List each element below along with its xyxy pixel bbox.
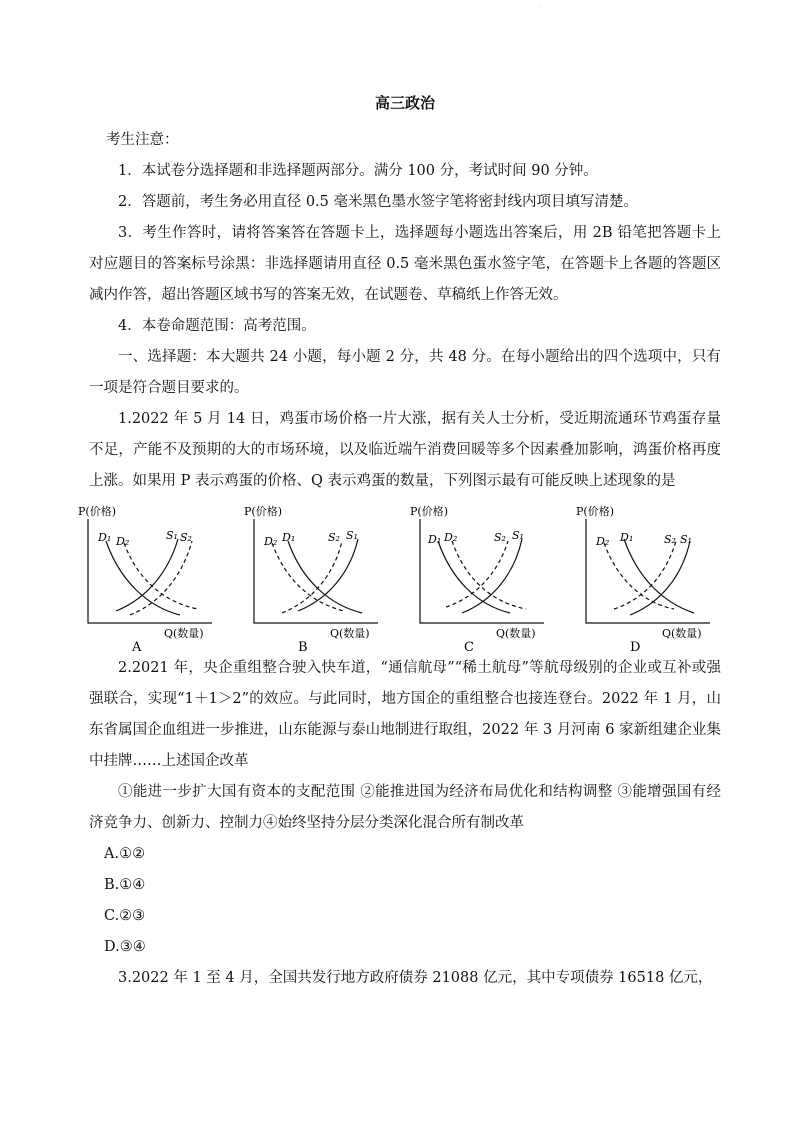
graph-d-supply-right bbox=[630, 541, 690, 615]
question-2-statements: ①能进一步扩大国有资本的支配范围 ②能推进国为经济布局优化和结构调整 ③能增强国有经济竞争力、创新力、控制力④始终坚持分层分类深化混合所有制改革 bbox=[89, 784, 721, 831]
graph-c-s-left: S₂ bbox=[494, 531, 506, 544]
section-instructions: 一、选择题：本大题共 24 小题，每小题 2 分，共 48 分。在每小题给出的四个选项中，只有一项是符合题目要求的。 bbox=[89, 349, 721, 396]
question-2-stem: 2.2021 年，央企重组整合驶入快车道，“通信航母”“稀土航母”等航母级别的企业或互补或强强联合，实现“1＋1＞2”的效应。与此同时，地方国企的重组整合也接连登台。2022 年 1 月，山东省属国企血组进一步推进，山东能源与泰山地制进行取组，2022 年 3 月河南 6 家新组建企业集中挂牌……上述国企改革 bbox=[89, 660, 721, 769]
corner-mark: · bbox=[538, 4, 540, 11]
question-2-option-b[interactable]: B.①④ bbox=[104, 877, 146, 893]
graph-a-label: A bbox=[132, 640, 142, 655]
graph-a-axis-q: Q(数量) bbox=[164, 627, 204, 640]
graph-a-svg bbox=[76, 503, 226, 653]
graph-a-s-right: S₂ bbox=[180, 531, 192, 544]
graph-b-s-right: S₁ bbox=[346, 529, 358, 542]
graph-a-supply-right bbox=[130, 541, 192, 615]
graph-c-d-left: D₁ bbox=[428, 533, 442, 546]
notice-item-1: 1．本试卷分选择题和非选择题两部分。满分 100 分，考试时间 90 分钟。 bbox=[118, 163, 598, 179]
graph-c-demand-right bbox=[452, 541, 526, 609]
graph-b-demand-right bbox=[288, 541, 362, 613]
graph-d-axis-q: Q(数量) bbox=[662, 627, 702, 640]
graph-d-svg bbox=[574, 503, 724, 653]
graph-c-axis-p: P(价格) bbox=[410, 505, 448, 518]
question-2-option-a[interactable]: A.①② bbox=[104, 846, 146, 862]
graph-b-d-right: D₁ bbox=[282, 531, 296, 544]
graph-d-s-right: S₁ bbox=[680, 533, 692, 546]
graph-b-axis-p: P(价格) bbox=[244, 505, 282, 518]
graph-a-axis-p: P(价格) bbox=[78, 505, 116, 518]
graph-a-d-right: D₂ bbox=[116, 535, 130, 548]
graph-a bbox=[76, 503, 226, 653]
graph-c-svg bbox=[408, 503, 558, 653]
graph-b-svg bbox=[242, 503, 392, 653]
graph-a-demand-left bbox=[106, 541, 180, 615]
question-3-stem: 3.2022 年 1 至 4 月，全国共发行地方政府债券 21088 亿元，其中专项债券 16518 亿元， bbox=[118, 970, 713, 986]
graph-c-label: C bbox=[464, 640, 474, 655]
graph-b-supply-left bbox=[282, 541, 342, 613]
graph-a-supply-left bbox=[116, 539, 178, 611]
graph-d bbox=[574, 503, 724, 653]
graph-a-d-left: D₁ bbox=[98, 531, 112, 544]
graph-d-demand-left bbox=[604, 543, 674, 609]
graph-b-supply-right bbox=[298, 539, 358, 611]
question-1-graphs bbox=[78, 503, 721, 655]
graph-a-demand-right bbox=[124, 543, 198, 609]
graph-b-s-left: S₂ bbox=[328, 531, 340, 544]
graph-b bbox=[242, 503, 392, 653]
notice-item-3: 3．考生作答时，请将答案答在答题卡上，选择题每小题选出答案后，用 2B 铅笔把答题卡上对应题目的答案标号涂黑：非选择题请用直径 0.5 毫米黑色蛋水签字笔，在答题卡上各题的答题区减内作答，超出答题区域书写的答案无效，在试题卷、草稿纸上作答无效。 bbox=[89, 225, 721, 303]
question-2-option-c[interactable]: C.②③ bbox=[104, 908, 146, 924]
graph-c-s-right: S₁ bbox=[512, 529, 524, 542]
graph-b-d-left: D₂ bbox=[264, 535, 278, 548]
exam-page bbox=[78, 92, 721, 994]
notice-item-4: 4．本卷命题范围：高考范围。 bbox=[118, 318, 316, 334]
graph-c-demand-left bbox=[438, 541, 510, 613]
notice-item-2: 2．答题前，考生务必用直径 0.5 毫米黑色墨水签字笔将密封线内项目填写清楚。 bbox=[118, 194, 639, 210]
question-2-option-d[interactable]: D.③④ bbox=[104, 939, 146, 955]
graph-d-label: D bbox=[630, 640, 641, 655]
graph-c-axis-q: Q(数量) bbox=[496, 627, 536, 640]
graph-d-s-left: S₂ bbox=[664, 533, 676, 546]
question-1-stem: 1.2022 年 5 月 14 日，鸡蛋市场价格一片大涨，据有关人士分析，受近期流通环节鸡蛋存量不足，产能不及预期的大的市场环境，以及临近端午消费回暖等多个因素叠加影响，鸿蛋价格再度上涨。如果用 P 表示鸡蛋的价格、Q 表示鸡蛋的数量，下列图示最有可能反映上述现象的是 bbox=[89, 411, 721, 489]
graph-b-axis-q: Q(数量) bbox=[330, 627, 370, 640]
graph-d-d-left: D₂ bbox=[596, 535, 610, 548]
graph-b-label: B bbox=[298, 640, 308, 655]
graph-d-axis-p: P(价格) bbox=[576, 505, 614, 518]
graph-c bbox=[408, 503, 558, 653]
graph-a-s-left: S₁ bbox=[166, 529, 178, 542]
graph-d-d-right: D₁ bbox=[620, 531, 634, 544]
graph-c-supply-right bbox=[462, 539, 522, 613]
notice-heading: 考生注意： bbox=[106, 132, 179, 148]
page-title: 高三政治 bbox=[374, 94, 435, 112]
graph-c-d-right: D₂ bbox=[444, 531, 458, 544]
